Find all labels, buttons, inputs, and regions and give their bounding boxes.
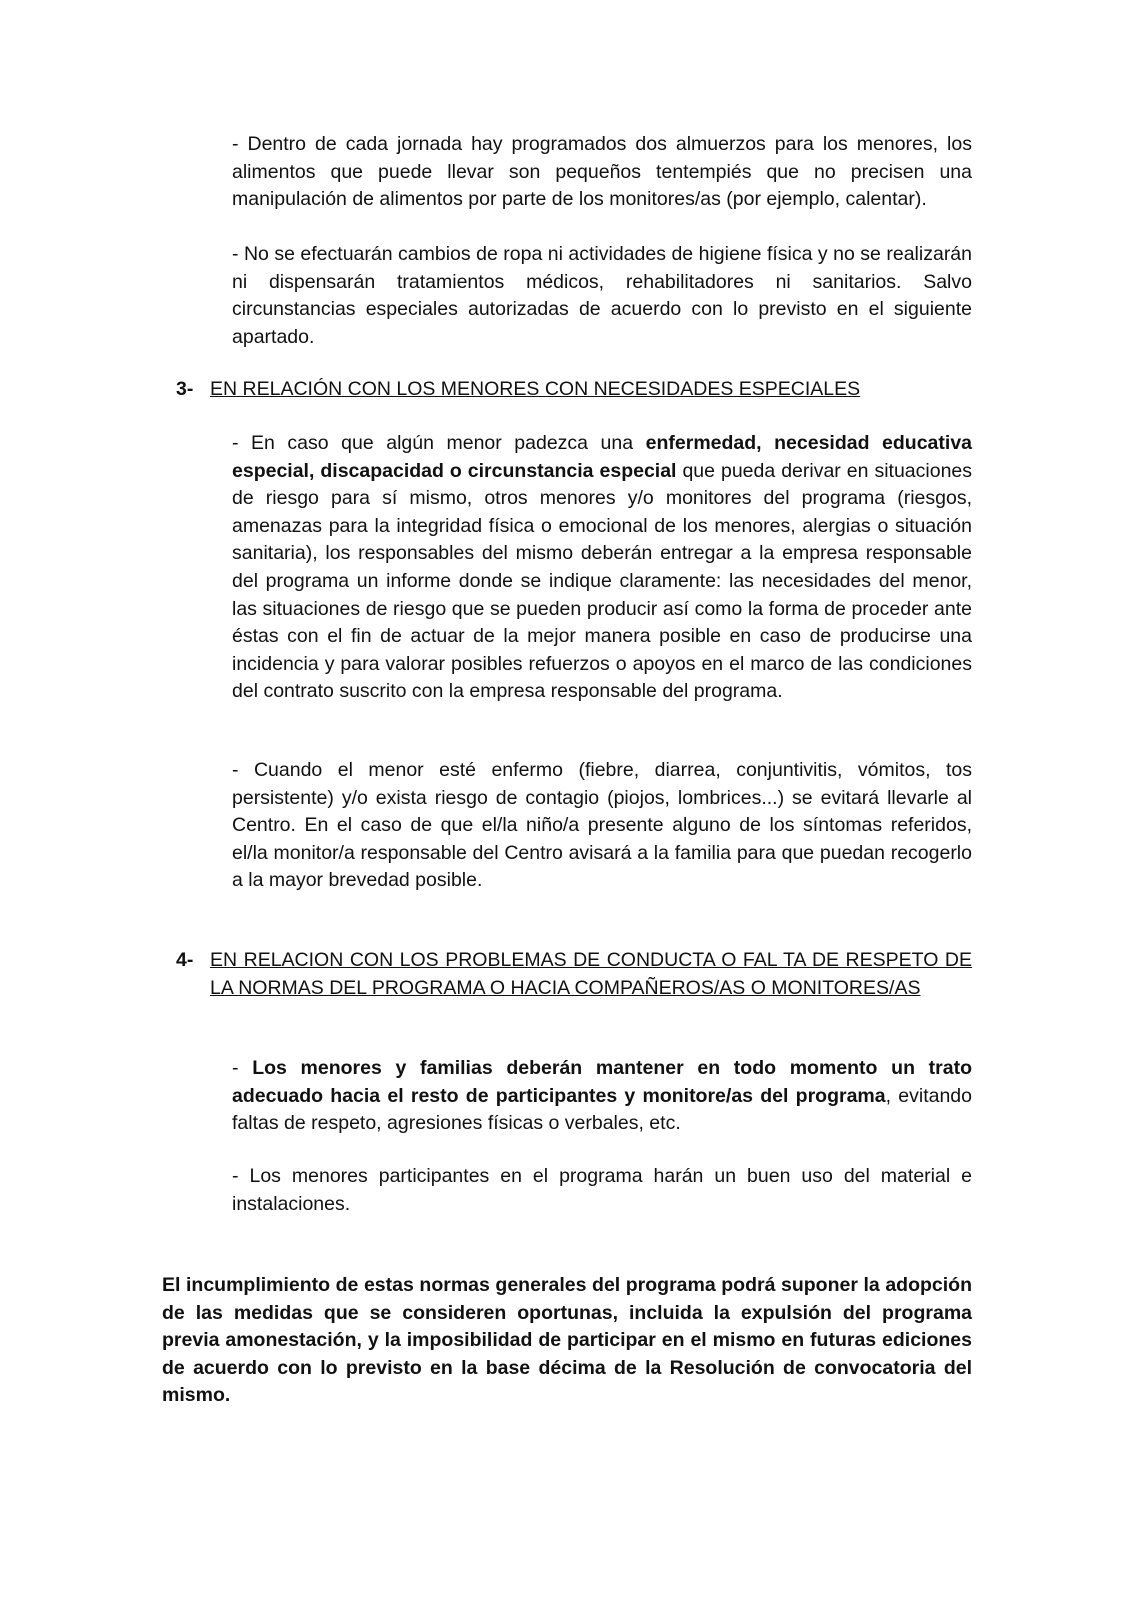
- section-3-paragraph-special-needs: [232, 430, 972, 706]
- section-3-p1-suffix: que pueda derivar en situaciones de riesgo para sí mismo, otros menores y/o monitores del programa (riesgos, amenazas para la integridad física o emocional de los menores, alergias o situación sanitaria), los responsables del mismo deberán entregar a la empresa responsable del programa un informe donde se indique claramente: las necesidades del menor, las situaciones de riesgo que se pueden producir así como la forma de proceder ante éstas con el fin de actuar de la mejor manera posible en caso de producirse una incidencia y para valorar posibles refuerzos o apoyos en el marco de las condiciones del contrato suscrito con la empresa responsable del programa.: [232, 459, 973, 703]
- section-4-p1-suffix: , evitando faltas de respeto, agresiones físicas o verbales, etc.: [232, 1084, 972, 1135]
- section-4-number: 4-: [176, 949, 194, 971]
- section-3-p1-bold: enfermedad, necesidad educativa especial, discapacidad o circunstancia especial: [232, 432, 973, 482]
- intro-paragraph-hygiene: - No se efectuarán cambios de ropa ni actividades de higiene física y no se realizarán ni dispensarán tratamientos médicos, rehabilitadores ni sanitarios. Salvo circunstancias especiales autorizadas de acuerdo con lo previsto en el siguiente apartado.: [232, 243, 972, 348]
- section-4-p1-prefix: -: [232, 1057, 253, 1079]
- section-3-number: 3-: [176, 378, 194, 400]
- intro-paragraph-lunch: - Dentro de cada jornada hay programados dos almuerzos para los menores, los alimentos que puede llevar son pequeños tentempiés que no precisen una manipulación de alimentos por parte de los monitores/as (por ejemplo, calentar).: [232, 133, 972, 211]
- section-3-paragraph-illness: - Cuando el menor esté enfermo (fiebre, diarrea, conjuntivitis, vómitos, tos persistente) y/o exista riesgo de contagio (piojos, lombrices...) se evitará llevarle al Centro. En el caso de que el/la niño/a presente alguno de los síntomas referidos, el/la monitor/a responsable del Centro avisará a la familia para que puedan recogerlo a la mayor brevedad posible.: [232, 759, 972, 892]
- section-4-p1-bold: Los menores y familias deberán mantener en todo momento un trato adecuado hacia el resto de participantes y monitore/as del programa: [232, 1057, 972, 1107]
- section-3-title: EN RELACIÓN CON LOS MENORES CON NECESIDADES ESPECIALES: [210, 378, 861, 400]
- section-4-paragraph-materials: - Los menores participantes en el programa harán un buen uso del material e instalaciones.: [232, 1165, 972, 1215]
- closing-paragraph: El incumplimiento de estas normas generales del programa podrá suponer la adopción de las medidas que se consideren oportunas, incluida la expulsión del programa previa amonestación, y la imposibilidad de participar en el mismo en futuras ediciones de acuerdo con lo previsto en la base décima de la Resolución de convocatoria del mismo.: [162, 1274, 972, 1407]
- section-4-paragraph-respect: [232, 1055, 972, 1138]
- section-4-title: EN RELACION CON LOS PROBLEMAS DE CONDUCTA O FAL TA DE RESPETO DE LA NORMAS DEL PROGRAMA O HACIA COMPAÑEROS/AS O MONITORES/AS: [210, 949, 972, 999]
- section-3-p1-prefix: - En caso que algún menor padezca una: [232, 432, 646, 454]
